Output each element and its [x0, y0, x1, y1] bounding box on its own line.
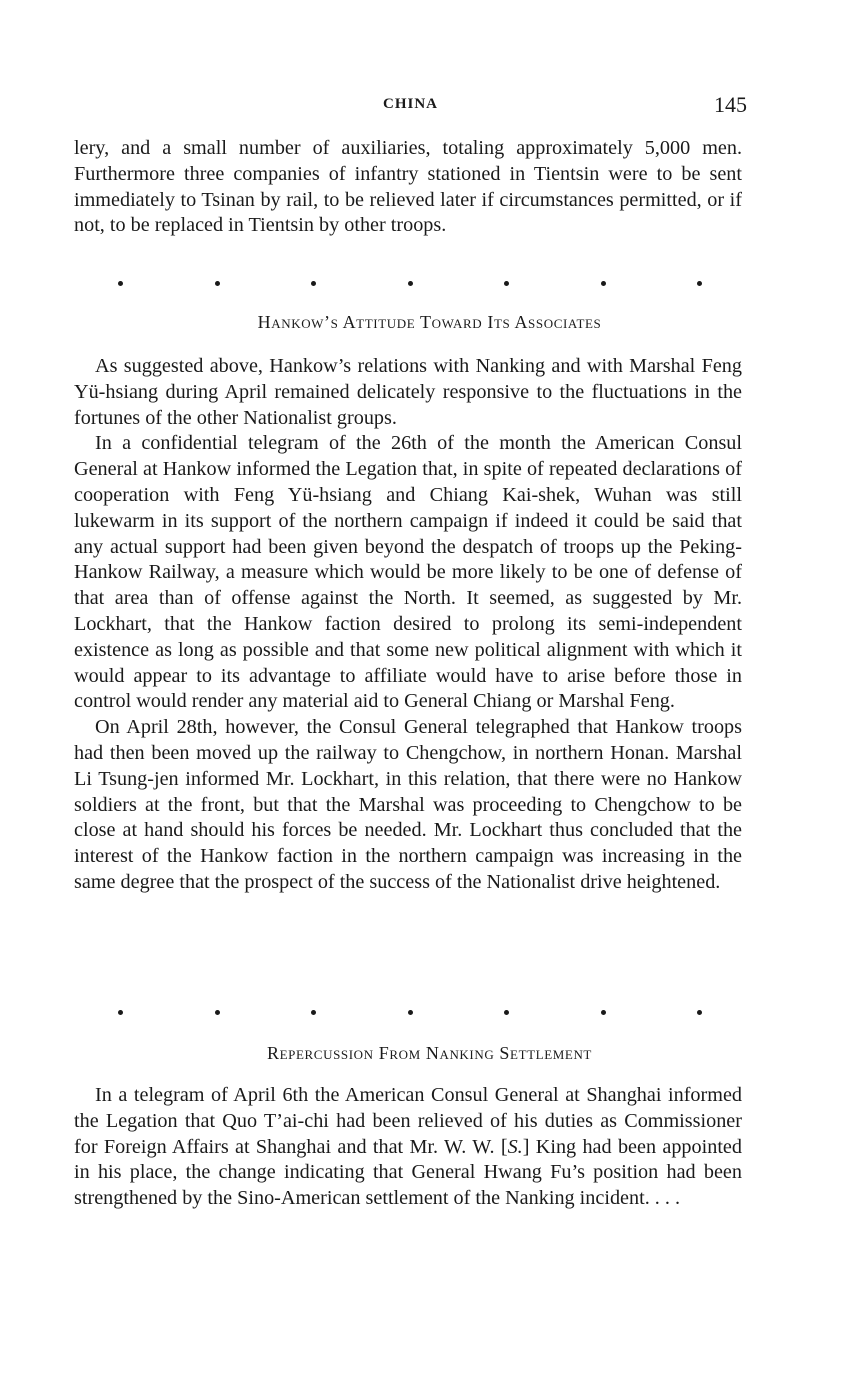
section-heading-hankow: Hankow’s Attitude Toward Its Associates: [257, 312, 602, 332]
section-body-repercussion: [74, 1083, 742, 1212]
divider-dot: [311, 281, 316, 286]
paragraph: In a confidential telegram of the 26th of the month the American Consul General at Hankow informed the Legation that, in spite of repeated declarations of cooperation with Feng Yü-hsiang and Chiang Kai-shek, Wuhan was still lukewarm in its support of the northern campaign if indeed it could be said that any actual support had been given beyond the despatch of troops up the Peking-Hankow Railway, a measure which would be more likely to be one of defense of that area than of offense against the North. It seemed, as suggested by Mr. Lockhart, that the Hankow faction desired to prolong its semi-independent existence as long as possible and that some new political alignment with which it would appear to its advantage to affiliate would have to arise before those in control would render any material aid to General Chiang or Marshal Feng.: [74, 432, 742, 713]
divider-dot: [601, 1010, 606, 1015]
divider-dot: [408, 281, 413, 286]
paragraph: As suggested above, Hankow’s relations with Nanking and with Marshal Feng Yü-hsiang during April remained delicately responsive to the fluctuations in the fortunes of the other Nationalist groups.: [74, 355, 742, 429]
paragraph: On April 28th, however, the Consul General telegraphed that Hankow troops had then been moved up the railway to Chengchow, in northern Honan. Marshal Li Tsung-jen informed Mr. Lockhart, in this relation, that there were no Hankow soldiers at the front, but that the Marshal was proceeding to Chengchow to be close at hand should his forces be needed. Mr. Lockhart thus concluded that the interest of the Hankow faction in the northern campaign was increasing in the same degree that the prospect of the success of the Nationalist drive heightened.: [74, 716, 742, 893]
divider-dot: [697, 1010, 702, 1015]
ellipsis-divider: [118, 1007, 702, 1017]
running-title: CHINA: [383, 96, 439, 112]
running-head: [0, 92, 859, 118]
divider-dot: [504, 1010, 509, 1015]
section-body-hankow: [74, 354, 742, 896]
paragraph: [74, 1083, 742, 1212]
section-heading-repercussion: Repercussion From Nanking Settlement: [267, 1043, 592, 1063]
divider-dot: [504, 281, 509, 286]
continued-paragraph-block: [74, 136, 742, 239]
divider-dot: [311, 1010, 316, 1015]
divider-dot: [601, 281, 606, 286]
divider-dot: [215, 281, 220, 286]
ellipsis-divider: [118, 278, 702, 288]
divider-dot: [408, 1010, 413, 1015]
paragraph-text-after: ] King had been appointed in his place, the change indicating that General Hwang Fu’s position had been strengthened by the Sino-American settlement of the Nanking incident. . . .: [74, 1135, 742, 1210]
italic-bracket-text: S.: [507, 1135, 523, 1158]
divider-dot: [697, 281, 702, 286]
divider-dot: [215, 1010, 220, 1015]
divider-dot: [118, 281, 123, 286]
page-number: 145: [714, 92, 747, 117]
continued-paragraph: lery, and a small number of auxiliaries, totaling approximately 5,000 men. Furthermore three companies of infantry stationed in Tientsin were to be sent immediately to Tsinan by rail, to be relieved later if circumstances permitted, or if not, to be replaced in Tientsin by other troops.: [74, 137, 742, 237]
paragraph-text-before: In a telegram of April 6th the American Consul General at Shanghai informed the Legation that Quo T’ai-chi had been relieved of his duties as Commissioner for Foreign Affairs at Shanghai and that Mr. W. W. [: [74, 1084, 742, 1158]
divider-dot: [118, 1010, 123, 1015]
